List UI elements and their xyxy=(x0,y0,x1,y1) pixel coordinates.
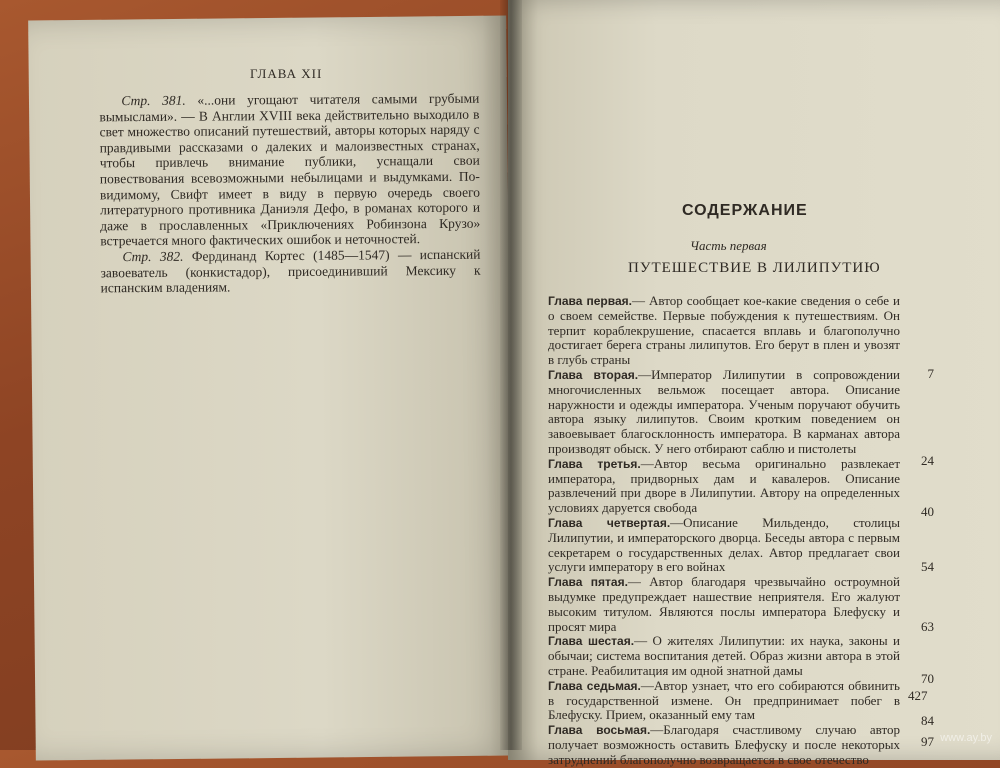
book-gutter xyxy=(500,0,522,750)
toc-entry-page: 63 xyxy=(921,618,934,634)
running-head: ГЛАВА XII xyxy=(250,66,323,81)
toc-entry-text: —Благодаря счастливому случаю автор получает возможность оставить Блефуску и после некоторых затруднений благополучно возвращается в свое отечество xyxy=(548,722,900,767)
toc-entry-page: 24 xyxy=(921,452,934,468)
toc-entry-page: 70 xyxy=(921,670,934,686)
toc-entry-text: —Описание Мильдендо, столицы Лилипутии, и императорского дворца. Беседы автора с первым секретарем о государственных делах. Автор предлагает свои услуги императору в его войнах xyxy=(548,514,900,575)
endnote-text: Фердинанд Кортес (1485—1547) — испанский завоеватель (конкистадор), присоединивший Мексику к испанским владениям. xyxy=(100,246,481,296)
watermark: www.ay.by xyxy=(940,732,992,744)
toc-entry-label: Глава третья. xyxy=(548,456,641,471)
toc-entry-page: 7 xyxy=(927,366,934,382)
endnotes xyxy=(99,91,480,296)
toc-entry-label: Глава шестая. xyxy=(548,634,635,649)
toc-entry[interactable] xyxy=(548,514,934,575)
part-label: Часть первая xyxy=(690,238,767,253)
toc-entry-text: — Автор сообщает кое-какие сведения о себе и о своем семействе. Первые побуждения к путешествиям. Он терпит кораблекрушение, спасается вплавь и благополучно достигает берега страны лилипутов. Его берут в плен и увозят в глубь страны xyxy=(548,293,900,368)
endnote xyxy=(100,247,480,296)
toc-title: СОДЕРЖАНИЕ xyxy=(682,202,808,219)
endnote-ref: Стр. 381. xyxy=(121,92,186,109)
toc-entry-text: — О жителях Лилипутии: их наука, законы и обычаи; система воспитания детей. Образ жизни автора в этой стране. Реабилитация им одной знатной дамы xyxy=(548,633,901,678)
toc-entry-text: — Автор благодаря чрезвычайно остроумной выдумке предупреждает нашествие неприятеля. Его жалуют высоким титулом. Являются послы императора Блефуску и просят мира xyxy=(548,574,900,634)
toc-entry[interactable] xyxy=(548,722,934,767)
toc-entry-text: —Автор узнает, что его собираются обвинить в государственной измене. Он предпринимает побег в Блефуску. Прием, оказанный ему там xyxy=(548,677,900,723)
part-title: ПУТЕШЕСТВИЕ В ЛИЛИПУТИЮ xyxy=(628,260,881,276)
endnote-ref: Стр. 382. xyxy=(122,248,184,265)
toc-entry-label: Глава вторая. xyxy=(548,367,639,382)
toc-entry-label: Глава седьмая. xyxy=(548,678,641,693)
page-number: 427 xyxy=(908,688,928,703)
endnote-text: «...они угощают читателя самыми грубыми вымыслами». — В Англии XVIII века действительно выходило в свет множество описаний путешествий, авторы которых наряду с правдивыми рассказами о далеких и малоизвестных странах, чтобы привлечь внимание публики, уснащали свои повествования всевозможными небылицами и выдумками. По-видимому, Свифт имеет в виду в первую очередь своего литературного противника Даниэля Дефо, в романах которого и даже в прославленных «Приключениях Робинзона Крузо» встречается много фактических ошибок и неточностей. xyxy=(99,90,481,249)
toc-entry-label: Глава первая. xyxy=(548,294,632,308)
toc-entry-page: 97 xyxy=(921,734,934,750)
toc-entry-page: 40 xyxy=(921,504,934,520)
toc-entry-label: Глава четвертая. xyxy=(548,515,671,530)
endnote xyxy=(99,91,480,250)
toc-entry-label: Глава пятая. xyxy=(548,575,628,590)
toc-entry[interactable] xyxy=(548,574,934,634)
toc-entry-page: 84 xyxy=(921,713,934,729)
toc-entry-page: 54 xyxy=(921,559,934,575)
toc-entry-text: —Автор весьма оригинально развлекает императора, придворных дам и кавалеров. Описание развлечений при дворе в Лилипутии. Автору на определенных условиях даруется свобода xyxy=(548,455,901,516)
toc-entry-text: —Император Лилипутии в сопровождении многочисленных вельмож посещает автора. Описание наружности и одежды императора. Ученым поручают обучить автора языку лилипутов. Своим кротким поведением он завоевывает благосклонность императора. В карманах автора производят обыск. У него отбирают саблю и пистолеты xyxy=(548,366,900,456)
toc-entry-label: Глава восьмая. xyxy=(548,723,651,738)
